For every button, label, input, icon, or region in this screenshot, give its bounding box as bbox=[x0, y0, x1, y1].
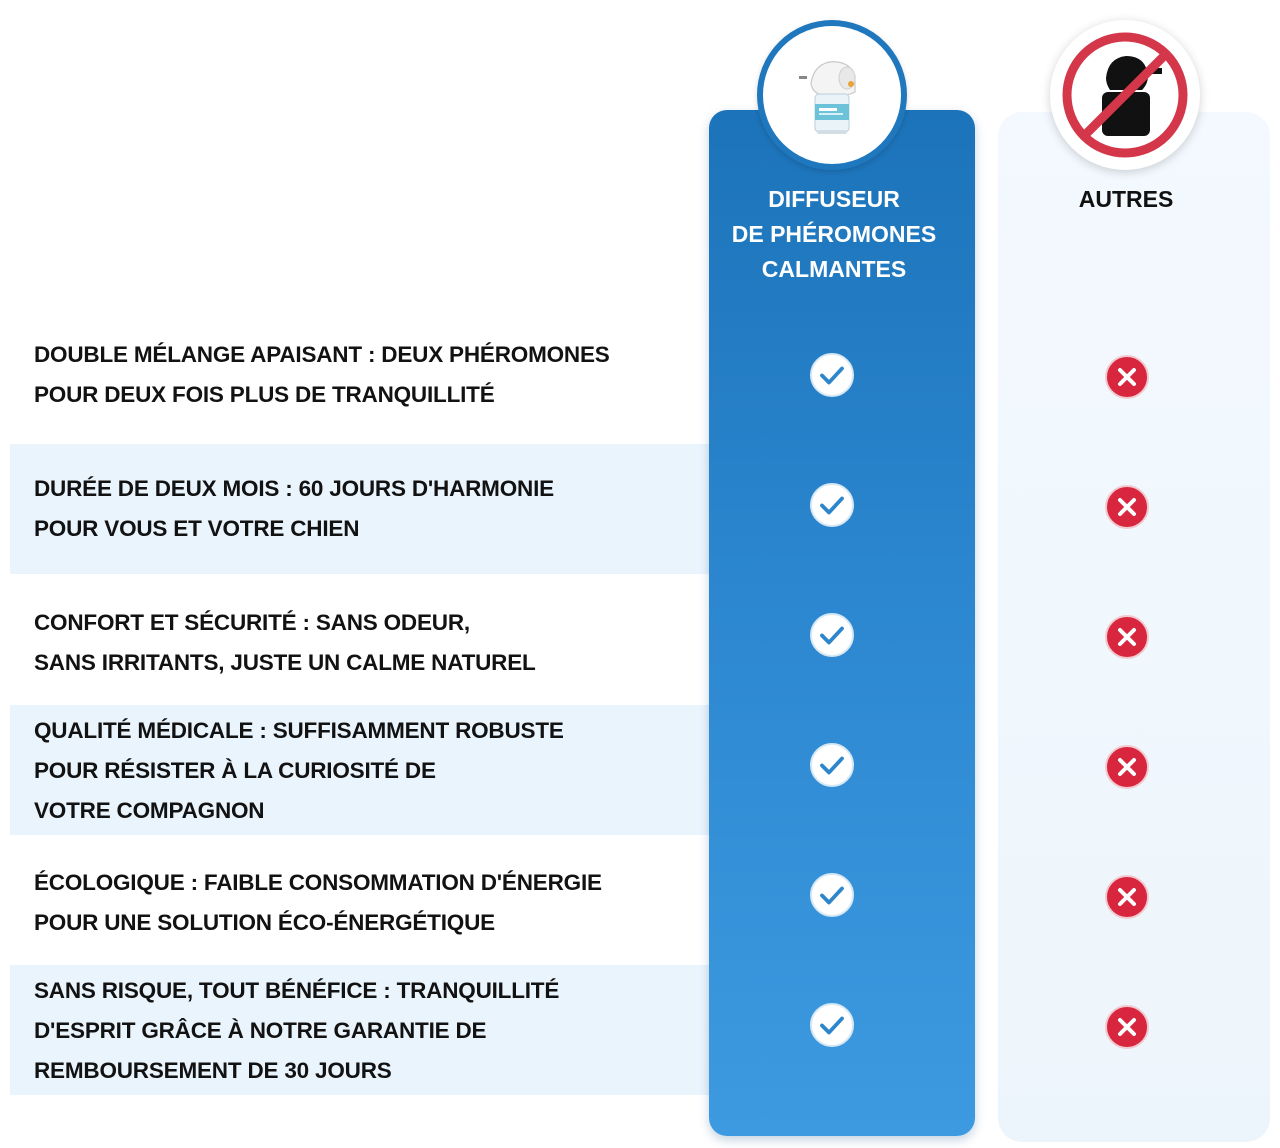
product-badge bbox=[757, 20, 907, 170]
check-circle-icon bbox=[809, 482, 855, 528]
others-badge bbox=[1050, 20, 1200, 170]
feature-text-5: ÉCOLOGIQUE : FAIBLE CONSOMMATION D'ÉNERGIE POUR UNE SOLUTION ÉCO-ÉNERGÉTIQUE bbox=[34, 870, 602, 935]
feature-text-6: SANS RISQUE, TOUT BÉNÉFICE : TRANQUILLITÉ D'ESPRIT GRÂCE À NOTRE GARANTIE DE REMBOURSEMENT DE 30 JOURS bbox=[34, 978, 560, 1083]
cross-circle-icon bbox=[1104, 354, 1150, 400]
feature-text-2: DURÉE DE DEUX MOIS : 60 JOURS D'HARMONIE POUR VOUS ET VOTRE CHIEN bbox=[34, 476, 554, 541]
others-column-title: AUTRES bbox=[1078, 186, 1174, 212]
cross-circle-icon bbox=[1104, 484, 1150, 530]
main-column-title: DIFFUSEUR DE PHÉROMONES CALMANTES bbox=[731, 186, 937, 282]
cross-circle-icon bbox=[1104, 744, 1150, 790]
cross-circle-icon bbox=[1104, 614, 1150, 660]
check-circle-icon bbox=[809, 742, 855, 788]
feature-text-3: CONFORT ET SÉCURITÉ : SANS ODEUR, SANS IRRITANTS, JUSTE UN CALME NATUREL bbox=[34, 610, 536, 675]
feature-text-4: QUALITÉ MÉDICALE : SUFFISAMMENT ROBUSTE POUR RÉSISTER À LA CURIOSITÉ DE VOTRE COMPAGNON bbox=[34, 718, 564, 823]
check-circle-icon bbox=[809, 1002, 855, 1048]
feature-text-1: DOUBLE MÉLANGE APAISANT : DEUX PHÉROMONES POUR DEUX FOIS PLUS DE TRANQUILLITÉ bbox=[34, 342, 610, 407]
diffuser-product-icon bbox=[763, 26, 901, 164]
check-circle-icon bbox=[809, 612, 855, 658]
cross-circle-icon bbox=[1104, 1004, 1150, 1050]
check-circle-icon bbox=[809, 352, 855, 398]
prohibited-diffuser-icon bbox=[1050, 20, 1200, 170]
cross-circle-icon bbox=[1104, 874, 1150, 920]
check-circle-icon bbox=[809, 872, 855, 918]
